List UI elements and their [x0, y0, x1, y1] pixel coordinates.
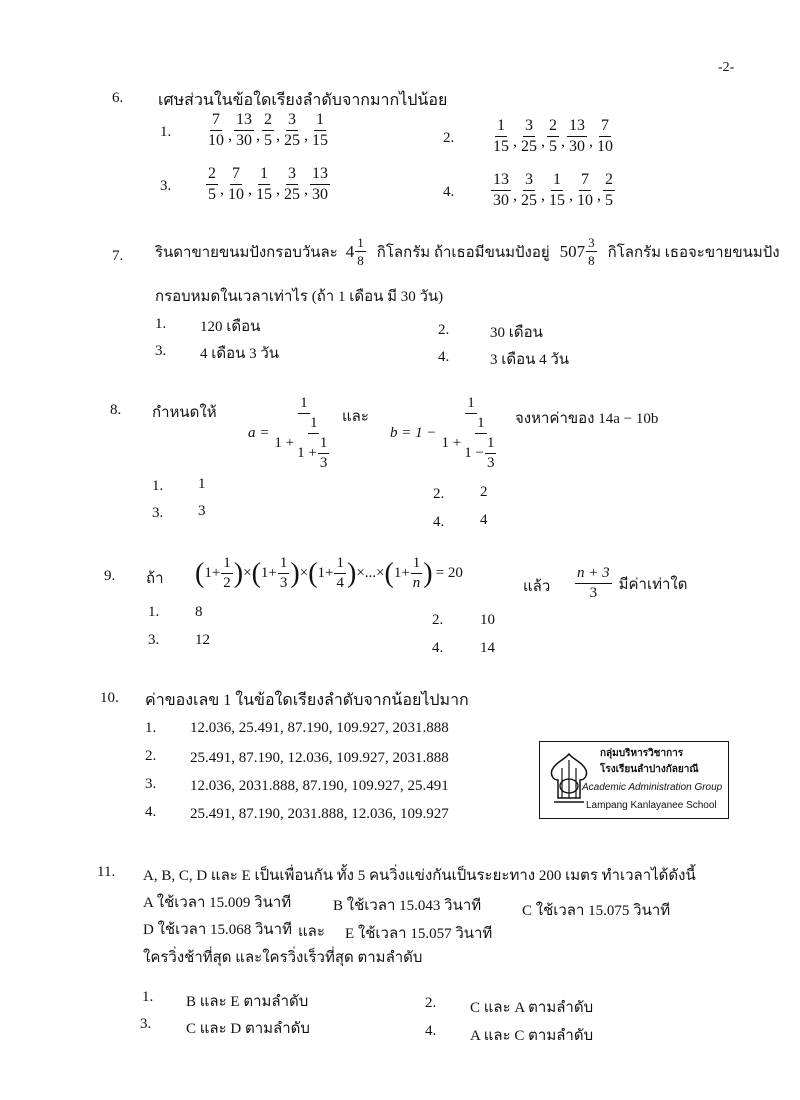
q6-choice1-label: 1.	[160, 124, 172, 140]
q11-choice2-label: 2.	[425, 995, 437, 1011]
q8-choice2-text: 2	[480, 484, 488, 500]
q11-choice1-text: B และ E ตามลำดับ	[186, 994, 309, 1010]
q11-d-time: D ใช้เวลา 15.068 วินาที	[143, 922, 292, 938]
q8-choice2-label: 2.	[433, 486, 445, 502]
q6-choice2-label: 2.	[443, 130, 455, 146]
q7-line2: กรอบหมดในเวลาเท่าไร (ถ้า 1 เดือน มี 30 วัน)	[155, 289, 444, 305]
fraction: $\frac{1}{15}$	[312, 111, 328, 149]
q9-product-expression: ( 1+ $\frac{1}{2}$ ) × ( 1+ $\frac{1}{3}$ ) × ( 1+ $\frac{1}{4}$ ) ×...× ( 1+ $\frac{1}{n}$ ) = 20	[195, 555, 463, 591]
page-number: -2-	[718, 60, 735, 75]
q6-choice3-label: 3.	[160, 178, 172, 194]
q6-number: 6.	[112, 90, 124, 106]
fraction: $\frac{2}{5}$	[208, 165, 216, 203]
q6-choice4-label: 4.	[443, 184, 455, 200]
q11-choice4-label: 4.	[425, 1023, 437, 1039]
q8-choice1-text: 1	[198, 476, 206, 492]
q7-number: 7.	[112, 248, 124, 264]
q11-b-time: B ใช้เวลา 15.043 วินาที	[333, 898, 482, 914]
q10-choice3-text: 12.036, 2031.888, 87.190, 109.927, 25.491	[190, 778, 449, 794]
q11-choice3-text: C และ D ตามลำดับ	[186, 1021, 310, 1037]
school-stamp	[539, 741, 729, 819]
q9-choice4-label: 4.	[432, 640, 444, 656]
q8-number: 8.	[110, 402, 122, 418]
q10-choice1-label: 1.	[145, 720, 157, 736]
q10-number: 10.	[100, 690, 119, 706]
q9-number: 9.	[104, 568, 116, 584]
fraction: $\frac{13}{30}$	[312, 165, 328, 203]
fraction: $\frac{7}{10}$	[597, 117, 613, 155]
q7-text-b: กิโลกรัม ถ้าเธอมีขนมปังอยู่	[376, 244, 550, 261]
q10-choice4-label: 4.	[145, 804, 157, 820]
q7-choice2-label: 2.	[438, 322, 450, 338]
fraction: $\frac{3}{8}$	[588, 235, 595, 268]
q9-choice1-text: 8	[195, 604, 203, 620]
q7-choice3-text: 4 เดือน 3 วัน	[200, 346, 280, 362]
q9-choice2-text: 10	[480, 612, 495, 628]
q10-text: ค่าของเลข 1 ในข้อใดเรียงลำดับจากน้อยไปมาก	[145, 692, 469, 709]
fraction: $\frac{1}{15}$	[493, 117, 509, 155]
q11-choice1-label: 1.	[142, 989, 154, 1005]
fraction: $\frac{2}{5}$	[549, 117, 557, 155]
q7-text-a: รินดาขายขนมปังกรอบวันละ	[155, 244, 338, 261]
fraction: $\frac{3}{25}$	[521, 117, 537, 155]
q7-choice1-text: 120 เดือน	[200, 319, 261, 335]
q9-if: ถ้า	[146, 571, 164, 587]
fraction: $\frac{7}{10}$	[577, 171, 593, 209]
q10-choice3-label: 3.	[145, 776, 157, 792]
fraction: $\frac{13}{30}$	[236, 111, 252, 149]
q6-choice4-fractions: $\frac{13}{30}$ , $\frac{3}{25}$ , $\frac{1}{15}$ , $\frac{7}{10}$ , $\frac{2}{5}$	[493, 171, 613, 209]
fraction: $\frac{1}{8}$	[357, 235, 364, 268]
q8-a-expression: a = 1 1 + 1 1 + $\frac{1}{3}$	[248, 395, 328, 471]
q8-and: และ	[342, 409, 369, 425]
q7-choice3-label: 3.	[155, 343, 167, 359]
q11-and: และ	[298, 924, 325, 940]
q9-choice4-text: 14	[480, 640, 495, 656]
q7-choice2-text: 30 เดือน	[490, 325, 543, 341]
q11-line1: A, B, C, D และ E เป็นเพื่อนกัน ทั้ง 5 คนวิ่งแข่งกันเป็นระยะทาง 200 เมตร ทำเวลาได้ดังนี้	[143, 868, 696, 884]
q10-choice2-text: 25.491, 87.190, 12.036, 109.927, 2031.888	[190, 750, 449, 766]
q6-choice2-fractions: $\frac{1}{15}$ , $\frac{3}{25}$ , $\frac{2}{5}$ , $\frac{13}{30}$ , $\frac{7}{10}$	[493, 117, 613, 155]
q9-choice3-text: 12	[195, 632, 210, 648]
fraction: $\frac{13}{30}$	[569, 117, 585, 155]
q11-choice3-label: 3.	[140, 1016, 152, 1032]
q10-choice4-text: 25.491, 87.190, 2031.888, 12.036, 109.927	[190, 806, 449, 822]
fraction: $\frac{2}{5}$	[605, 171, 613, 209]
q11-question: ใครวิ่งช้าที่สุด และใครวิ่งเร็วที่สุด ตามลำดับ	[143, 950, 423, 966]
fraction: $\frac{3}{25}$	[284, 111, 300, 149]
stamp-line4: Lampang Kanlayanee School	[586, 800, 717, 811]
q7-mixed2-whole: 507	[559, 241, 586, 261]
q9-choice3-label: 3.	[148, 632, 160, 648]
q6-choice3-fractions: $\frac{2}{5}$ , $\frac{7}{10}$ , $\frac{1}{15}$ , $\frac{3}{25}$ , $\frac{13}{30}$	[208, 165, 328, 203]
q10-choice1-text: 12.036, 25.491, 87.190, 109.927, 2031.888	[190, 720, 449, 736]
fraction: $\frac{3}{25}$	[521, 171, 537, 209]
q8-choice1-label: 1.	[152, 478, 164, 494]
q11-e-time: E ใช้เวลา 15.057 วินาที	[345, 926, 493, 942]
q7-choice4-text: 3 เดือน 4 วัน	[490, 352, 570, 368]
fraction: $\frac{1}{15}$	[256, 165, 272, 203]
stamp-line3: Academic Administration Group	[582, 782, 723, 793]
q7-choice4-label: 4.	[438, 349, 450, 365]
q6-text: เศษส่วนในข้อใดเรียงลำดับจากมากไปน้อย	[158, 92, 448, 109]
fraction: $\frac{3}{25}$	[284, 165, 300, 203]
q8-choice4-text: 4	[480, 512, 488, 528]
fraction: $\frac{2}{5}$	[264, 111, 272, 149]
q9-choice2-label: 2.	[432, 612, 444, 628]
fraction: $\frac{1}{15}$	[549, 171, 565, 209]
q9-target-expression: $\frac{n + 3}{3}$ มีค่าเท่าใด	[577, 565, 688, 601]
q7-text-c: กิโลกรัม เธอจะขายขนมปัง	[607, 244, 780, 261]
q8-text: กำหนดให้	[152, 405, 217, 421]
q9-choice1-label: 1.	[148, 604, 160, 620]
stamp-line2: โรงเรียนลำปางกัลยาณี	[600, 764, 699, 775]
q11-choice2-text: C และ A ตามลำดับ	[470, 1000, 594, 1016]
q8-choice3-text: 3	[198, 503, 206, 519]
q8-b-expression: b = 1 − 1 1 + 1 1 − $\frac{1}{3}$	[390, 395, 495, 471]
q8-choice3-label: 3.	[152, 505, 164, 521]
q8-choice4-label: 4.	[433, 514, 445, 530]
q11-number: 11.	[97, 864, 116, 880]
q11-a-time: A ใช้เวลา 15.009 วินาที	[143, 895, 292, 911]
q11-choice4-text: A และ C ตามลำดับ	[470, 1028, 594, 1044]
q7-choice1-label: 1.	[155, 316, 167, 332]
fraction: $\frac{7}{10}$	[208, 111, 224, 149]
stamp-line1: กลุ่มบริหารวิชาการ	[600, 748, 684, 759]
q6-choice1-fractions: $\frac{7}{10}$ , $\frac{13}{30}$ , $\frac{2}{5}$ , $\frac{3}{25}$ , $\frac{1}{15}$	[208, 111, 328, 149]
fraction: $\frac{13}{30}$	[493, 171, 509, 209]
q8-find: จงหาค่าของ 14a − 10b	[515, 411, 659, 427]
q7-line1	[155, 236, 780, 267]
q11-c-time: C ใช้เวลา 15.075 วินาที	[522, 903, 671, 919]
fraction: $\frac{7}{10}$	[228, 165, 244, 203]
q9-then: แล้ว	[523, 579, 551, 595]
q10-choice2-label: 2.	[145, 748, 157, 764]
q7-mixed1-whole: 4	[345, 241, 355, 261]
